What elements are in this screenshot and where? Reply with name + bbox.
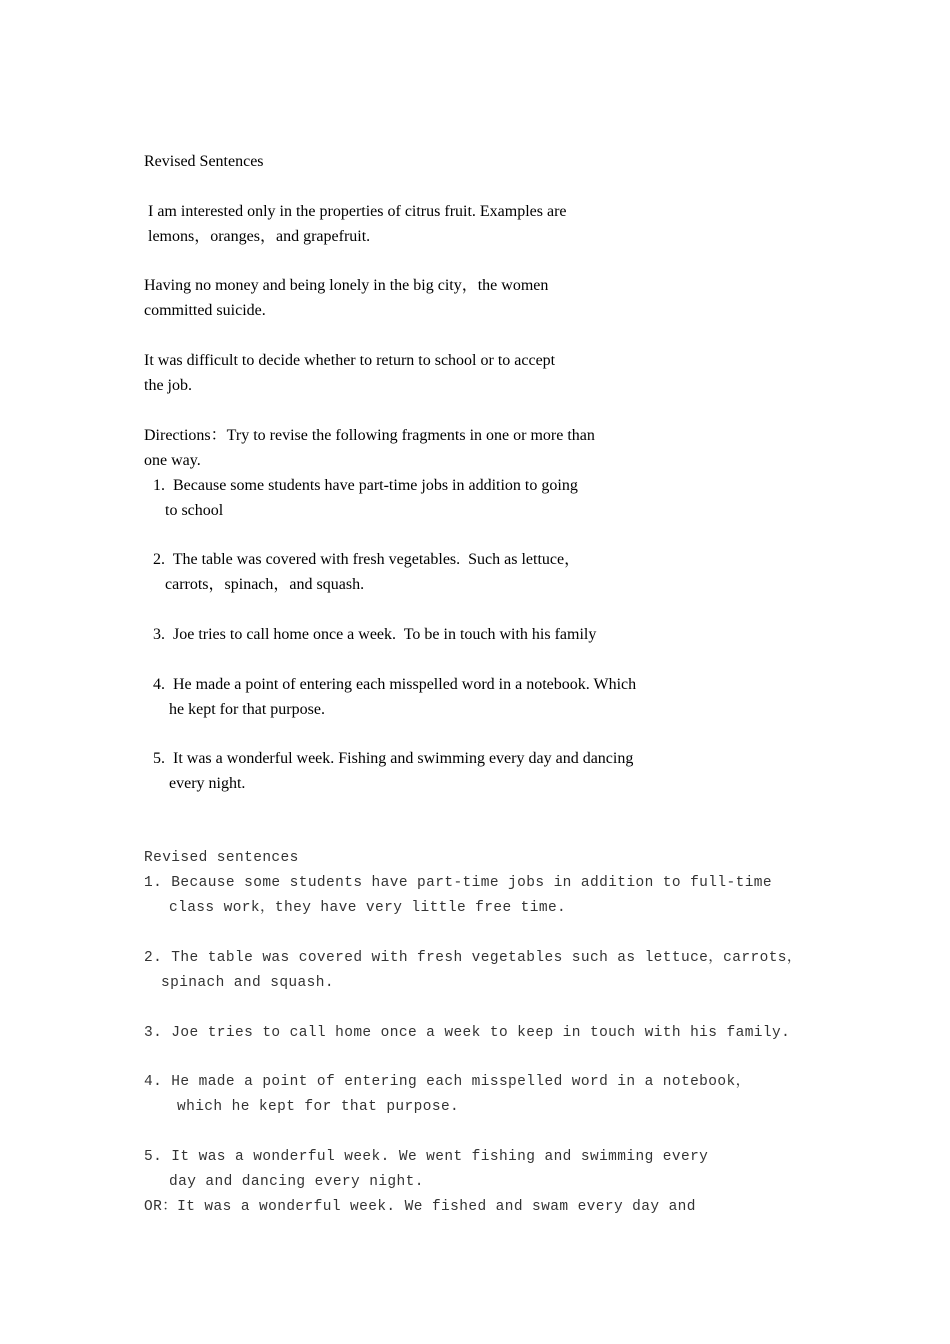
- answer-2-line-2: spinach and squash.: [161, 975, 334, 991]
- example-3-line-2: the job.: [144, 377, 192, 394]
- directions-line-1: Directions：Try to revise the following fragments in one or more than: [144, 427, 595, 444]
- example-1-line-2: lemons，oranges，and grapefruit.: [144, 228, 371, 245]
- example-3-line-1: It was difficult to decide whether to return to school or to accept: [144, 352, 556, 369]
- answer-1-line-2: class work，they have very little free time.: [169, 900, 567, 916]
- fragment-1-line-1: 1. Because some students have part-time jobs in addition to going: [153, 477, 578, 494]
- directions-line-2: one way.: [144, 452, 201, 469]
- answers-heading: Revised sentences: [144, 850, 299, 866]
- fragment-4-line-2: he kept for that purpose.: [169, 701, 325, 718]
- example-2-line-2: committed suicide.: [144, 302, 266, 319]
- fragment-2-line-2: carrots，spinach，and squash.: [165, 576, 365, 593]
- section-heading: Revised Sentences: [144, 153, 264, 170]
- answer-5-line-2: day and dancing every night.: [169, 1174, 424, 1190]
- answer-3-line-1: 3. Joe tries to call home once a week to keep in touch with his family.: [144, 1025, 791, 1041]
- answer-4-line-1: 4. He made a point of entering each misspelled word in a notebook，: [144, 1074, 751, 1090]
- fragment-4-line-1: 4. He made a point of entering each misspelled word in a notebook. Which: [153, 676, 637, 693]
- fragment-5-line-1: 5. It was a wonderful week. Fishing and swimming every day and dancing: [153, 750, 634, 767]
- fragment-5-line-2: every night.: [169, 775, 246, 792]
- answer-1-line-1: 1. Because some students have part-time jobs in addition to full-time: [144, 875, 772, 891]
- answer-5-alternative: OR：It was a wonderful week. We fished and swam every day and: [144, 1199, 696, 1215]
- fragment-2-line-1: 2. The table was covered with fresh vegetables. Such as lettuce，: [153, 551, 581, 568]
- answer-4-line-2: which he kept for that purpose.: [177, 1099, 460, 1115]
- answer-2-line-1: 2. The table was covered with fresh vegetables such as lettuce，carrots，: [144, 950, 802, 966]
- example-2-line-1: Having no money and being lonely in the big city，the women: [144, 277, 549, 294]
- example-1-line-1: I am interested only in the properties of citrus fruit. Examples are: [144, 203, 567, 220]
- fragment-1-line-2: to school: [165, 502, 224, 519]
- answer-5-line-1: 5. It was a wonderful week. We went fishing and swimming every: [144, 1149, 709, 1165]
- fragment-3-line-1: 3. Joe tries to call home once a week. To be in touch with his family: [153, 626, 597, 643]
